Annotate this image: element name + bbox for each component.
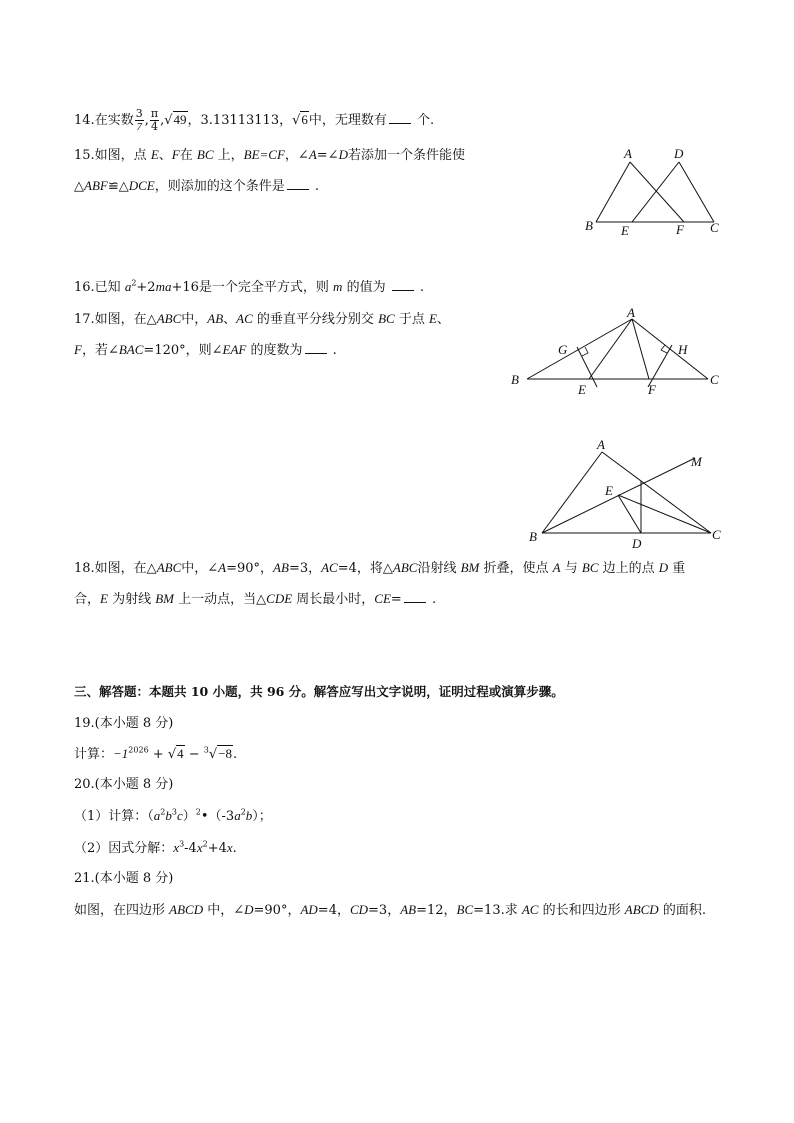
answer-blank (305, 341, 327, 354)
fraction-pi-4: $\frac{\pi}{4}$ (150, 107, 159, 133)
answer-blank (392, 278, 414, 291)
question-17-line1: 17.如图，在△ABC中，AB、AC 的垂直平分线分别交 BC 于点 E、 (74, 311, 450, 327)
figure-18-triangle (525, 435, 725, 550)
question-21-heading: 21.(本小题 8 分) (74, 871, 174, 886)
answer-blank (389, 111, 411, 124)
question-14: 14.在实数 $\frac{3}{7}$ , $\frac{\pi}{4}$ ,√49，3.13113113，√6中，无理数有 个. (74, 107, 435, 133)
fig17-label-A: A (627, 305, 635, 320)
fig18-label-M: M (691, 454, 702, 469)
fraction-3-7: $\frac{3}{7}$ (135, 107, 143, 133)
fig15-label-B: B (585, 218, 593, 233)
question-19-body: 计算：$-1^{2026} + √4 - ^3√-8$. (74, 745, 238, 762)
question-15-line1: 15.如图，点 E、F在 BC 上，BE=CF，∠A=∠D若添加一个条件能使 (74, 147, 465, 163)
sqrt-49: 49 (173, 112, 187, 127)
fig17-label-G: G (558, 342, 568, 357)
question-20-part1: （1）计算：$(a^2b^3c)^2•(-3a^2b)$； (74, 807, 272, 824)
fig18-label-A: A (597, 437, 605, 452)
fig15-label-F: F (676, 222, 684, 237)
fig18-label-E: E (605, 483, 613, 498)
figure-17-triangle (505, 303, 725, 398)
fig17-label-E: E (578, 382, 586, 397)
question-18-line1: 18.如图，在△ABC中，∠A=90°，AB=3，AC=4，将△ABC沿射线 BM 折叠，使点 A 与 BC 边上的点 D 重 (74, 560, 686, 576)
question-20-heading: 20.(本小题 8 分) (74, 777, 174, 792)
question-15-line2: △ABF≌△DCE，则添加的这个条件是 . (74, 178, 320, 194)
answer-blank (287, 177, 309, 190)
question-20-part2: （2）因式分解：$x^3-4x^2+4x$. (74, 839, 237, 856)
fig18-label-B: B (529, 529, 537, 544)
fig18-label-D: D (632, 536, 642, 550)
fig15-label-A: A (624, 146, 632, 161)
question-18-line2: 合，E 为射线 BM 上一动点，当△CDE 周长最小时，CE= . (74, 591, 437, 607)
question-21-body: 如图，在四边形 ABCD 中，∠D=90°，AD=4，CD=3，AB=12，BC=13.求 AC 的长和四边形 ABCD 的面积. (74, 902, 706, 918)
question-17-line2: F，若∠BAC=120°，则∠EAF 的度数为 . (74, 342, 337, 358)
fig17-label-C: C (710, 372, 719, 387)
fig15-label-C: C (710, 220, 719, 235)
answer-blank (404, 590, 426, 603)
question-19-heading: 19.(本小题 8 分) (74, 716, 174, 731)
fig17-label-H: H (678, 342, 688, 357)
fig18-label-C: C (712, 527, 721, 542)
fig17-label-F: F (648, 382, 656, 397)
fig15-label-E: E (621, 223, 629, 238)
figure-15-triangles (580, 144, 730, 244)
sqrt-6: 6 (301, 112, 308, 127)
question-16: 16.已知 $a^2+2ma+16$是一个完全平方式，则 m 的值为 . (74, 278, 424, 295)
section-3-heading: 三、解答题：本题共 10 小题，共 96 分。解答应写出文字说明，证明过程或演算步骤。 (74, 684, 564, 699)
fig17-label-B: B (511, 372, 519, 387)
fig15-label-D: D (674, 146, 684, 161)
